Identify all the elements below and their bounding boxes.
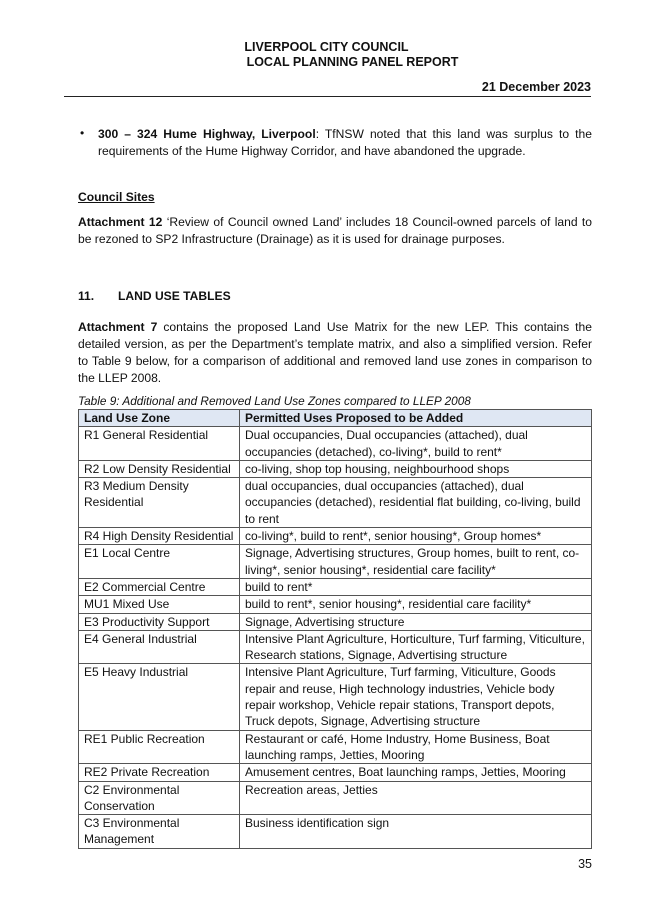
council-sites-paragraph xyxy=(78,214,592,248)
uses-cell: Intensive Plant Agriculture, Turf farming, Viticulture, Goods repair and reuse, High technology industries, Vehicle body repair workshop, Vehicle repair stations, Transport depots, Truck depots, Signage, Advertising structure xyxy=(240,664,592,730)
header-report-title: LOCAL PLANNING PANEL REPORT xyxy=(246,55,459,69)
section-number: 11. xyxy=(78,289,95,303)
land-use-table xyxy=(78,409,592,849)
uses-cell: Intensive Plant Agriculture, Horticulture, Turf farming, Viticulture, Research stations, Signage, Advertising structure xyxy=(240,630,592,664)
table-row xyxy=(79,578,592,595)
table-row xyxy=(79,664,592,730)
uses-cell: dual occupancies, dual occupancies (attached), dual occupancies (detached), residential flat building, co-living, build to rent xyxy=(240,478,592,528)
table-row xyxy=(79,528,592,545)
attachment-12-ref: Attachment 12 xyxy=(78,215,163,229)
zone-cell: C3 Environmental Management xyxy=(79,815,240,849)
bullet-paragraph xyxy=(98,126,592,160)
table-row xyxy=(79,596,592,613)
bullet-marker: • xyxy=(80,126,85,140)
header-divider xyxy=(64,96,591,97)
attachment-7-ref: Attachment 7 xyxy=(78,320,158,334)
uses-cell: Dual occupancies, Dual occupancies (attached), dual occupancies (detached), co-living*, build to rent* xyxy=(240,427,592,461)
zone-cell: E5 Heavy Industrial xyxy=(79,664,240,730)
section-paragraph xyxy=(78,319,592,387)
uses-cell: build to rent*, senior housing*, residential care facility* xyxy=(240,596,592,613)
uses-cell: co-living, shop top housing, neighbourhood shops xyxy=(240,460,592,477)
uses-cell: Business identification sign xyxy=(240,815,592,849)
table-row xyxy=(79,478,592,528)
column-header-uses: Permitted Uses Proposed to be Added xyxy=(240,410,592,427)
zone-cell: R1 General Residential xyxy=(79,427,240,461)
table-row xyxy=(79,460,592,477)
table-row xyxy=(79,781,592,815)
section-text: contains the proposed Land Use Matrix for the new LEP. This contains the detailed version, as per the Department’s template matrix, and also a simplified version. Refer to Table 9 below, for a comparison of additional and removed land use zones in comparison to the LLEP 2008. xyxy=(78,320,592,385)
table-row xyxy=(79,545,592,579)
table-row xyxy=(79,427,592,461)
zone-cell: E1 Local Centre xyxy=(79,545,240,579)
table-row xyxy=(79,630,592,664)
table-row xyxy=(79,764,592,781)
table-header-row xyxy=(79,410,592,427)
zone-cell: E2 Commercial Centre xyxy=(79,578,240,595)
header-org: LIVERPOOL CITY COUNCIL xyxy=(244,40,409,54)
zone-cell: E4 General Industrial xyxy=(79,630,240,664)
uses-cell: Signage, Advertising structure xyxy=(240,613,592,630)
uses-cell: Signage, Advertising structures, Group homes, built to rent, co-living*, senior housing*, residential care facility* xyxy=(240,545,592,579)
report-date: 21 December 2023 xyxy=(481,80,591,94)
zone-cell: R2 Low Density Residential xyxy=(79,460,240,477)
uses-cell: Restaurant or café, Home Industry, Home Business, Boat launching ramps, Jetties, Mooring xyxy=(240,730,592,764)
table-row xyxy=(79,730,592,764)
table-row xyxy=(79,815,592,849)
zone-cell: R3 Medium Density Residential xyxy=(79,478,240,528)
council-sites-heading: Council Sites xyxy=(78,190,155,204)
uses-cell: build to rent* xyxy=(240,578,592,595)
section-title: LAND USE TABLES xyxy=(118,289,231,303)
table-caption: Table 9: Additional and Removed Land Use Zones compared to LLEP 2008 xyxy=(78,394,471,408)
bullet-text: : TfNSW noted that this land was surplus to the requirements of the Hume Highway Corridor, and have abandoned the upgrade. xyxy=(98,127,592,158)
page-number: 35 xyxy=(578,857,592,871)
uses-cell: co-living*, build to rent*, senior housing*, Group homes* xyxy=(240,528,592,545)
uses-cell: Amusement centres, Boat launching ramps, Jetties, Mooring xyxy=(240,764,592,781)
zone-cell: C2 Environmental Conservation xyxy=(79,781,240,815)
zone-cell: RE2 Private Recreation xyxy=(79,764,240,781)
zone-cell: R4 High Density Residential xyxy=(79,528,240,545)
council-sites-text: ‘Review of Council owned Land’ includes 18 Council-owned parcels of land to be rezoned to SP2 Infrastructure (Drainage) as it is used for drainage purposes. xyxy=(78,215,593,246)
uses-cell: Recreation areas, Jetties xyxy=(240,781,592,815)
bullet-site-name: 300 – 324 Hume Highway, Liverpool xyxy=(98,127,316,141)
table-body xyxy=(79,427,592,848)
column-header-zone: Land Use Zone xyxy=(79,410,240,427)
zone-cell: MU1 Mixed Use xyxy=(79,596,240,613)
zone-cell: RE1 Public Recreation xyxy=(79,730,240,764)
zone-cell: E3 Productivity Support xyxy=(79,613,240,630)
table-row xyxy=(79,613,592,630)
